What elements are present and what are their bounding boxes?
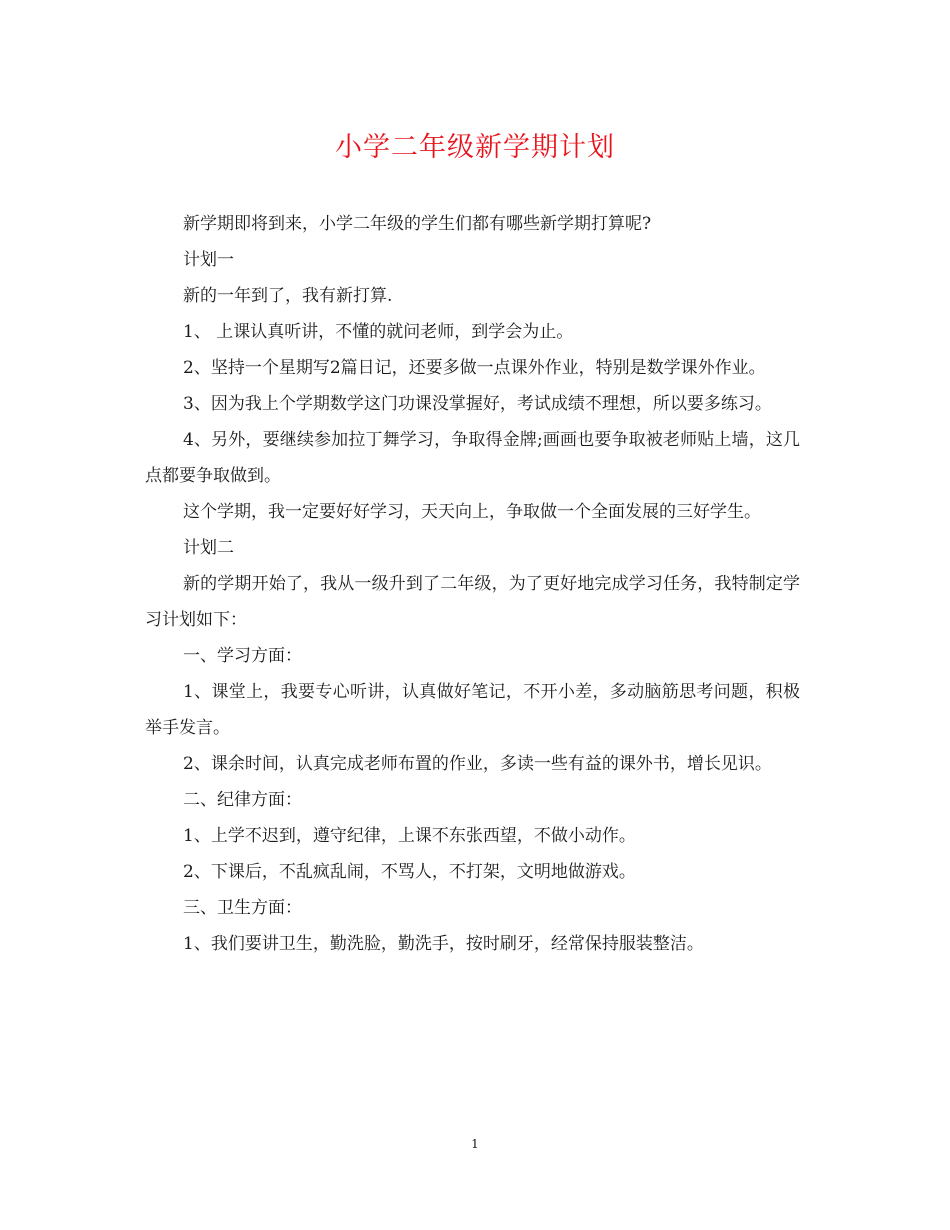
- subsection-heading-discipline: 二、纪律方面：: [183, 790, 302, 810]
- list-item: 1、课堂上，我要专心听讲，认真做好笔记，不开小差，多动脑筋思考问题，积极举手发言。: [145, 682, 800, 738]
- section-heading-plan-one: 计划一: [183, 250, 234, 270]
- list-item: 2、坚持一个星期写2篇日记，还要多做一点课外作业，特别是数学课外作业。: [183, 358, 766, 378]
- document-body: [145, 206, 800, 962]
- list-item: 4、另外，要继续参加拉丁舞学习，争取得金牌;画画也要争取被老师贴上墙，这几点都要争取做到。: [145, 430, 800, 486]
- list-item: 1、我们要讲卫生，勤洗脸，勤洗手，按时刷牙，经常保持服装整洁。: [183, 934, 704, 954]
- paragraph: 新的学期开始了，我从一级升到了二年级，为了更好地完成学习任务，我特制定学习计划如下：: [145, 574, 800, 630]
- list-item: 1、 上课认真听讲，不懂的就问老师，到学会为止。: [183, 322, 574, 342]
- list-item: 3、因为我上个学期数学这门功课没掌握好，考试成绩不理想，所以要多练习。: [183, 394, 772, 414]
- paragraph: 这个学期，我一定要好好学习，天天向上，争取做一个全面发展的三好学生。: [183, 502, 761, 522]
- section-heading-plan-two: 计划二: [183, 538, 234, 558]
- subsection-heading-hygiene: 三、卫生方面：: [183, 898, 302, 918]
- paragraph: 新的一年到了，我有新打算.: [183, 286, 393, 306]
- page-number: 1: [471, 1137, 479, 1151]
- list-item: 2、课余时间，认真完成老师布置的作业，多读一些有益的课外书，增长见识。: [183, 754, 772, 774]
- list-item: 1、上学不迟到，遵守纪律，上课不东张西望，不做小动作。: [183, 826, 636, 846]
- document-title: 小学二年级新学期计划: [335, 132, 615, 163]
- paragraph-intro: 新学期即将到来，小学二年级的学生们都有哪些新学期打算呢?: [183, 214, 652, 234]
- list-item: 2、下课后，不乱疯乱闹，不骂人，不打架，文明地做游戏。: [183, 862, 636, 882]
- subsection-heading-study: 一、学习方面：: [183, 646, 302, 666]
